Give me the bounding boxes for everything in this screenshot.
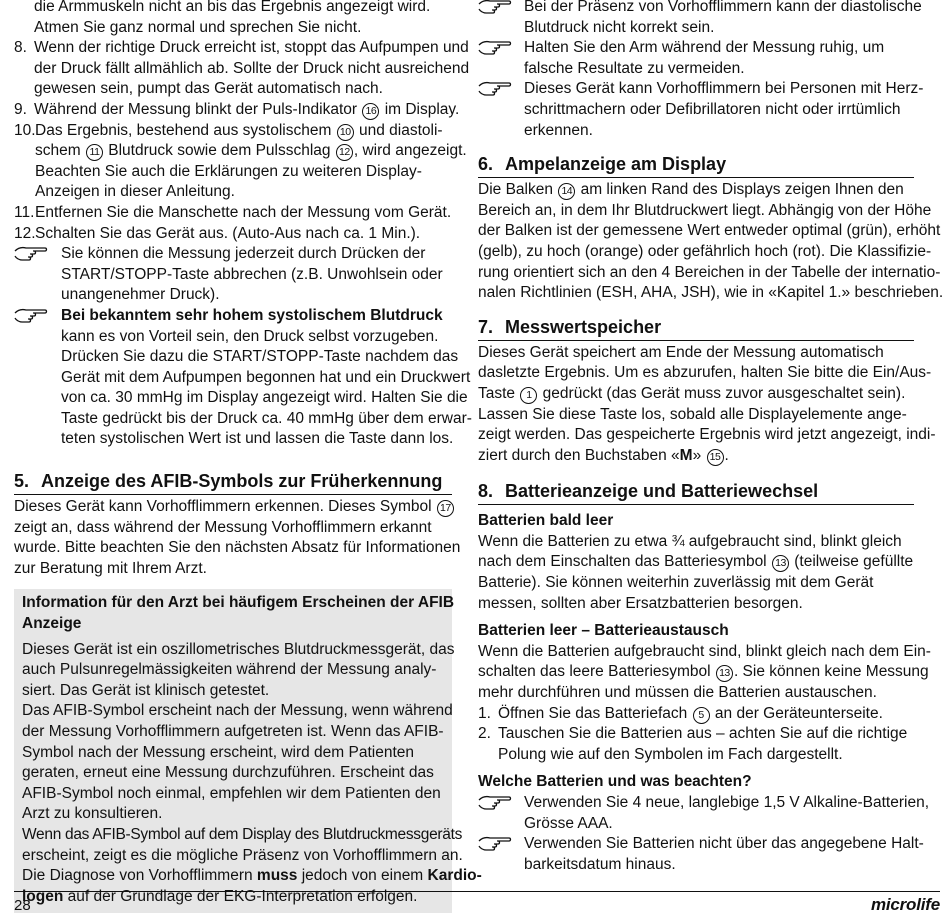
step-12: 12. Schalten Sie das Gerät aus. (Auto-Aus nach ca. 1 Min.).	[14, 224, 421, 242]
section-6-body: Die Balken 14 am linken Rand des Displays zeigen Ihnen den Bereich an, in dem Ihr Blutdruckwert liegt. Abhängig von der Höhe der Balken ist der gemessene Wert entweder optimal (grün), erhöht (gelb), zu hoch (orange) oder gefährlich hoch (rot). Die Klassifizie- rung orientiert sich an den 4 Bereichen in der Tabelle der internatio- nalen Richtlinien (ESH, AHA, JSH), wie in «Kapitel 1.» beschrieben.	[478, 181, 944, 302]
step-9: 9. Während der Messung blinkt der Puls-Indikator 16 im Display.	[14, 100, 460, 118]
subheading: Batterien bald leer	[478, 512, 614, 530]
subheading: Batterien leer – Batterieaustausch	[478, 622, 729, 640]
step-11: 11. Entfernen Sie die Manschette nach der Messung vom Gerät.	[14, 203, 452, 221]
ref-number: 10	[337, 124, 354, 141]
step-8: 8. Wenn der richtige Druck erreicht ist, stoppt das Aufpumpen und der Druck fällt allmählich ab. Sollte der Druck nicht ausreichend gewesen sein, pumpt das Gerät automatisch nach.	[14, 39, 470, 98]
left-column	[14, 0, 482, 913]
hint-diastolic: Bei der Präsenz von Vorhofflimmern kann der diastolische Blutdruck nicht korrekt sein.	[478, 0, 914, 38]
ref-number: 17	[437, 500, 454, 517]
section-8-body: Batterien bald leer Wenn die Batterien zu etwa ¾ aufgebraucht sind, blinkt gleich nach dem Einschalten das Batteriesymbol 13 (teilweise gefüllte Batterie). Sie können weiterhin zuverlässig mit dem Gerät messen, sollten aber Ersatzbatterien besorgen. Batterien leer – Batterieaustausch Wenn die Batterien aufgebraucht sind, blinkt gleich nach dem Ein- schalten das leere Batteriesymbol 13 . Sie können keine Messung mehr durchführen und müssen die Batterien austauschen. 1. Öffnen Sie das Batteriefach 5 an der Geräteunterseite. 2. Tauschen Sie die Batterien aus – achten Sie auf die richtige Polung wie auf den Symbolen im Fach dargestellt. Welche Batterien und was beachten? Verwenden Sie 4 neue, langlebige 1,5 V Alkaline-Batterien, Grösse AAA. Verwenden Sie Batterien nicht über das angegebene Halt- barkeitsdatum hinaus.	[478, 511, 914, 875]
ref-number: 13	[772, 555, 789, 572]
pointing-hand-icon	[478, 0, 512, 14]
hint-expiry: Verwenden Sie Batterien nicht über das angegebene Halt- barkeitsdatum hinaus.	[478, 834, 914, 875]
hint-pacemaker: Dieses Gerät kann Vorhofflimmern bei Personen mit Herz- schrittmachern oder Defibrillatoren nicht oder irrtümlich erkennen.	[478, 79, 914, 141]
text-line: die Armmuskeln nicht an bis das Ergebnis angezeigt wird.	[34, 0, 431, 15]
step-10: 10. Das Ergebnis, bestehend aus systolischem 10 und diastoli- schem 11 Blutdruck sowie dem Pulsschlag 12 , wird angezeigt. Beachten Sie auch die Erklärungen zu weiteren Display- Anzeigen in dieser Anleitung.	[14, 121, 467, 201]
section-5-body: Dieses Gerät kann Vorhofflimmern erkennen. Dieses Symbol 17 zeigt an, dass während der Messung Vorhofflimmern erkannt wurde. Bitte beachten Sie den nächsten Absatz für Informationen zur Beratung mit Ihrem Arzt.	[14, 498, 461, 577]
pointing-hand-icon	[478, 39, 512, 55]
page-footer	[14, 891, 940, 918]
right-column	[478, 0, 944, 875]
section-heading: 8. Batterieanzeige und Batteriewechsel	[478, 479, 914, 505]
ref-number: 1	[520, 387, 537, 404]
text-line: Atmen Sie ganz normal und sprechen Sie nicht.	[34, 18, 362, 36]
hint-battery-type: Verwenden Sie 4 neue, langlebige 1,5 V Alkaline-Batterien, Grösse AAA.	[478, 793, 914, 834]
ref-number: 12	[336, 144, 353, 161]
pointing-hand-icon	[14, 245, 48, 261]
pointing-hand-icon	[14, 307, 48, 323]
ref-number: 11	[86, 144, 103, 161]
subheading: Welche Batterien und was beachten?	[478, 773, 752, 791]
pointing-hand-icon	[478, 794, 512, 810]
section-heading: 7. Messwertspeicher	[478, 315, 914, 341]
battery-step-2: 2. Tauschen Sie die Batterien aus – achten Sie auf die richtige Polung wie auf den Symbolen im Fach dargestellt.	[478, 725, 908, 763]
ref-number: 15	[707, 449, 724, 466]
hint-abort: Sie können die Messung jederzeit durch Drücken der START/STOPP-Taste abbrechen (z.B. Unwohlsein oder unangenehmer Druck).	[14, 244, 452, 306]
doctor-info-box: Information für den Arzt bei häufigem Erscheinen der AFIB Anzeige Dieses Gerät ist ein oszillometrisches Blutdruckmessgerät, das auch Pulsunregelmässigkeiten während der Messung analy- siert. Das Gerät ist klinisch getestet. Das AFIB-Symbol erscheint nach der Messung, wenn während der Messung Vorhofflimmern aufgetreten ist. Wenn das AFIB- Symbol nach der Messung erscheint, wird dem Patienten geraten, erneut eine Messung durchzuführen. Erscheint das AFIB-Symbol noch einmal, empfehlen wir dem Patienten den Arzt zu konsultieren. Wenn das AFIB-Symbol auf dem Display des Blutdruckmessgeräts erscheint, zeigt es die mögliche Präsenz von Vorhofflimmern an. Die Diagnose von Vorhofflimmern muss jedoch von einem Kardio- logen auf der Grundlage der EKG-Interpretation erfolgen.	[14, 589, 452, 913]
ref-number: 5	[693, 707, 710, 724]
section-7-body: Dieses Gerät speichert am Ende der Messung automatisch dasletzte Ergebnis. Um es abzurufen, halten Sie bitte die Ein/Aus- Taste 1 gedrückt (das Gerät muss zuvor ausgeschaltet sein). Lassen Sie diese Taste los, sobald alle Displayelemente ange- zeigt werden. Das gespeicherte Ergebnis wird jetzt angezeigt, indi- ziert durch den Buchstaben «M» 15 .	[478, 343, 936, 464]
ref-number: 13	[716, 665, 733, 682]
brand-logo: microlife	[870, 895, 940, 914]
pointing-hand-icon	[478, 80, 512, 96]
page-number: 28	[14, 897, 31, 914]
battery-step-1: 1. Öffnen Sie das Batteriefach 5 an der Geräteunterseite.	[478, 704, 883, 722]
section-heading: 5. Anzeige des AFIB-Symbols zur Früherkennung	[14, 469, 452, 495]
section-heading: 6. Ampelanzeige am Display	[478, 152, 914, 178]
pointing-hand-icon	[478, 835, 512, 851]
ref-number: 14	[558, 183, 575, 200]
hint-high-pressure: Bei bekanntem sehr hohem systolischem Blutdruck kann es von Vorteil sein, den Druck selbst vorzugeben. Drücken Sie dazu die START/STOPP-Taste nachdem das Gerät mit dem Aufpumpen begonnen hat und ein Druckwert von ca. 30 mmHg im Display angezeigt wird. Halten Sie die Taste gedrückt bis der Druck ca. 40 mmHg über dem erwar- teten systolischen Wert ist und lassen die Taste dann los.	[14, 306, 452, 450]
ref-number: 16	[362, 103, 379, 120]
hint-arm-still: Halten Sie den Arm während der Messung ruhig, um falsche Resultate zu vermeiden.	[478, 38, 914, 79]
